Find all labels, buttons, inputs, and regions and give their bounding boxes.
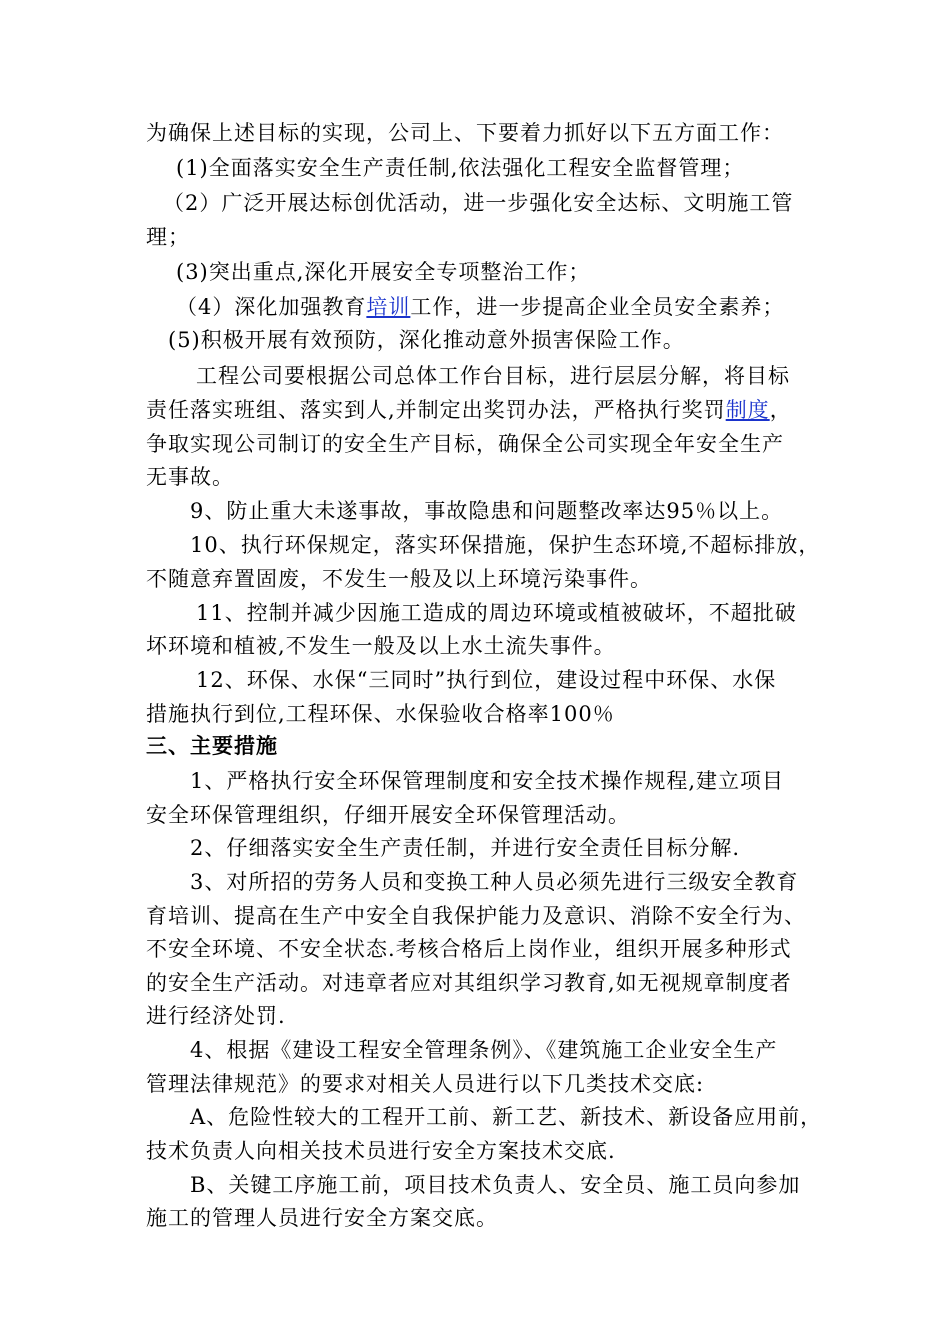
measure-item-3: 3、对所招的劳务人员和变换工种人员必须先进行三级安全教育: [190, 870, 799, 894]
paragraph-intro: 为确保上述目标的实现，公司上、下要着力抓好以下五方面工作：: [146, 121, 784, 145]
measure-item-1: 1、严格执行安全环保管理制度和安全技术操作规程,建立项目: [190, 769, 785, 793]
goal-item-11-cont: 坏环境和植被,不发生一般及以上水土流失事件。: [146, 634, 616, 658]
paragraph-company-text-b: ，: [769, 398, 792, 422]
paragraph-company-text-a: 责任落实班组、落实到人,并制定出奖罚办法，严格执行奖罚: [146, 398, 726, 422]
disclosure-item-b: B、关键工序施工前，项目技术负责人、安全员、施工员向参加: [190, 1173, 801, 1197]
goal-item-10: 10、执行环保规定，落实环保措施，保护生态环境,不超标排放，: [190, 533, 821, 557]
list-item-4: [176, 292, 784, 322]
disclosure-item-a-cont: 技术负责人向相关技术员进行安全方案技术交底.: [146, 1139, 616, 1163]
measure-item-4-cont: 管理法律规范》的要求对相关人员进行以下几类技术交底:: [146, 1072, 705, 1096]
measure-item-3-line4: 的安全生产活动。对违章者应对其组织学习教育,如无视规章制度者: [146, 971, 792, 995]
measure-item-1-cont: 安全环保管理组织，仔细开展安全环保管理活动。: [146, 803, 630, 827]
list-item-2: （2）广泛开展达标创优活动，进一步强化安全达标、文明施工管: [163, 191, 794, 215]
goal-item-12: 12、环保、水保“三同时”执行到位，建设过程中环保、水保: [196, 668, 777, 692]
paragraph-company: 工程公司要根据公司总体工作台目标，进行层层分解，将目标: [196, 364, 790, 388]
paragraph-company-line2: [146, 395, 792, 425]
goal-item-9: 9、防止重大未遂事故，事故隐患和问题整改率达95％以上。: [190, 499, 784, 523]
goal-item-10-cont: 不随意弃置固废，不发生一般及以上环境污染事件。: [146, 567, 652, 591]
list-item-4-text-b: 工作，进一步提高企业全员安全素养；: [410, 295, 785, 319]
measure-item-3-line2: 育培训、提高在生产中安全自我保护能力及意识、消除不安全行为、: [146, 904, 806, 928]
list-item-2-cont: 理；: [146, 225, 190, 249]
goal-item-11: 11、控制并减少因施工造成的周边环境或植被破坏，不超批破: [196, 601, 797, 625]
measure-item-2: 2、仔细落实安全生产责任制，并进行安全责任目标分解.: [190, 836, 741, 860]
measure-item-3-line5: 进行经济处罚.: [146, 1004, 286, 1028]
list-item-5: (5)积极开展有效预防，深化推动意外损害保险工作。: [168, 328, 685, 352]
measure-item-3-line3: 不安全环境、不安全状态.考核合格后上岗作业，组织开展多种形式: [146, 937, 792, 961]
paragraph-company-line4: 无事故。: [146, 465, 234, 489]
list-item-1: (1)全面落实安全生产责任制,依法强化工程安全监督管理；: [176, 156, 745, 180]
section-heading-main-measures: 三、主要措施: [146, 734, 278, 758]
disclosure-item-a: A、危险性较大的工程开工前、新工艺、新技术、新设备应用前，: [190, 1105, 823, 1129]
training-link[interactable]: 培训: [366, 295, 411, 319]
paragraph-company-line3: 争取实现公司制订的安全生产目标，确保全公司实现全年安全生产: [146, 432, 784, 456]
goal-item-12-cont: 措施执行到位,工程环保、水保验收合格率100％: [146, 702, 615, 726]
list-item-3: (3)突出重点,深化开展安全专项整治工作；: [176, 260, 591, 284]
system-link[interactable]: 制度: [725, 398, 770, 422]
list-item-4-text-a: （4）深化加强教育: [176, 295, 367, 319]
disclosure-item-b-cont: 施工的管理人员进行安全方案交底。: [146, 1206, 498, 1230]
measure-item-4: 4、根据《建设工程安全管理条例》、《建筑施工企业安全生产: [190, 1038, 778, 1062]
